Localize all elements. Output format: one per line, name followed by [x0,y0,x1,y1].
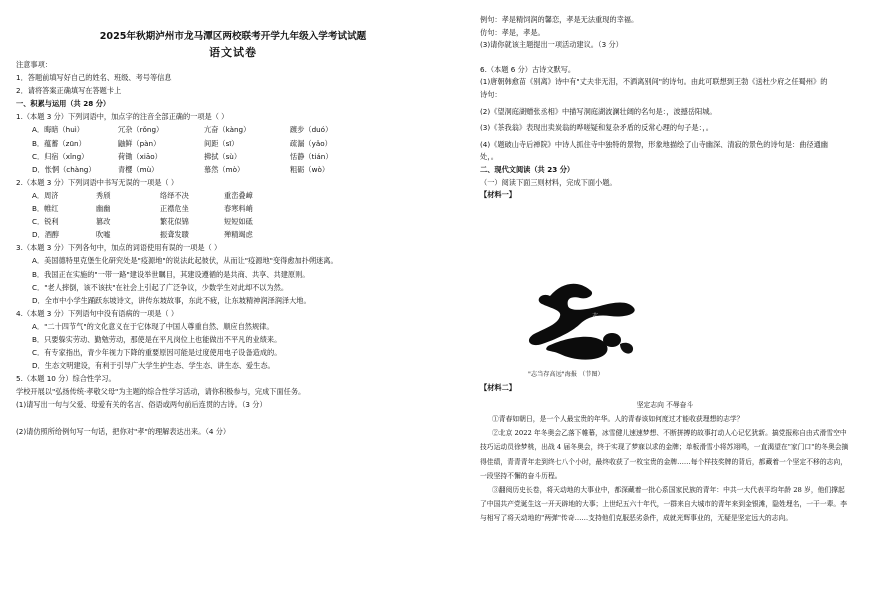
option-line: C．有专家指出，青少年视力下降的重要原因可能是过度使用电子设备造成的。 [32,348,282,358]
essay-paragraph: ②北京 2022 年冬奥会乙落下帷幕，冰雪健儿速速梦想、不断拼搏的故事打动人心记忆犹新。搞党报称自由式滑雪空中技巧运动员徐梦桃，出战 4 届冬奥会，终于实现了梦寐以求的金牌；单板滑雪小将苏翊鸣，一直渴望在"家门口"的冬奥会摘得佳绩，青青青年走到终七八个小时，最终收获了一枚宝贵的金牌……每个样技奖牌的背后，都藏着一个坚定不移的志向，一段坚持不懈的奋斗历程。 [480,429,849,480]
q5-task: (2)请仿照所给例句写一句话，把你对"孝"的理解表达出来。（4 分） [16,426,231,436]
option-line: B．我国正在实施的"一带一路"建设举世瞩目，其建设遵循的是共商、共享、共建原则。 [32,269,310,279]
question-stem: 5.（本题 10 分）综合性学习。 [16,374,116,384]
option-line: B．只要躲实劳动、勤勉劳动，那使是在平凡岗位上也能做出不平凡的业绩来。 [32,334,282,344]
option-row: C．锐利 篡改 繁花似锦 短短如砥 [32,217,253,227]
option-row: C．归宿（xǐng） 荷锄（xiāo） 拂拭（sù） 恬静（tián） [32,151,333,161]
question-stem: 1.（本题 3 分）下列词语中，加点字的注音全部正确的一项是（ ） [16,112,229,122]
option-line: C．"老人摔倒，该不该扶"在社会上引起了广泛争议，少数学生对此却不以为然。 [32,282,289,292]
figure-caption: "志当存高远"海报 （节图） [528,371,604,378]
q5-task: (3)请你就该主题提出一项活动建议。（3 分） [480,40,623,50]
section-heading: 二、现代文阅读（共 23 分） [480,164,575,174]
option-line: A．美国德特里克堡生化研究处是"疫源地"的说法此起彼伏，从而让"疫源地"变得愈加扑朔迷离。 [32,256,338,266]
material-label: 【材料一】 [480,190,516,200]
notice-item: 2．请将答案正确填写在答题卡上 [16,86,122,96]
material-label: 【材料二】 [480,383,516,392]
q6-item: (2)《望洞庭湖赠张丞相》中描写洞庭湖波澜壮阔的名句是：，波撼岳阳城。 [480,106,717,116]
q6-item: (3)《茶我翁》表现出卖炭翁的哗嗟疑和复杂矛盾的反常心理的句子是：，。 [480,123,713,133]
figure-char: 志 [592,313,599,320]
essay-paragraph: ③翻阅历史长卷，将天动地的大事业中，都深藏着一批心系国家民族的青年：中共一大代表平均年龄 28 岁，他们撑起了中国共产党诞生这一开天辟地的大事；上世纪五六十年代，一群来自大城市的青年来到金银滩，隐姓埋名，一干一辈。李与相写了将天动地的"两弹"传奇……支持他们克服恶劣条件，成就光辉事业的，无疑是坚定远大的志向。 [480,486,848,523]
notice-heading: 注意事项： [16,60,52,69]
section-heading: 一、积累与运用（共 28 分） [16,99,111,109]
q5-intro: 学校开展以"弘扬传统·孝敬父母"为主题的综合性学习活动，请你积极参与，完成下面任务。 [16,387,306,397]
exam-title: 2025年秋期泸州市龙马潭区两校联考开学九年级入学考试试题 [99,31,367,42]
option-row: B．帷红 幽幽 正襟危坐 春寒料峭 [32,204,253,214]
q6-item: (4)《题破山寺后禅院》中诗人抓住寺中独特的景物，形象地描绘了山寺幽深、清寂的景色的诗句是：曲径通幽处，。 [480,139,828,162]
option-line: D．全市中小学生踊跃东坡诗文，讲传东坡故事，东此不疲，让东坡精神润泽润泽大地。 [32,295,311,305]
example-line: 仿句：孝是，孝是。 [480,27,545,37]
q6-item: (1)唐朝韩愈苗《别离》诗中有"丈夫非无泪，不洒离别间"的诗句。由此可联想到王勃《送杜少府之任蜀州》的诗句： [480,77,828,99]
essay-body [480,412,850,526]
question-stem: 4.（本题 3 分）下列语句中没有语病的一项是（ ） [16,308,179,318]
essay-paragraph: ①青春如朝日，是一个人最宝贵的年华。人的青春该如何度过才能收获理想的志学？ [492,415,744,423]
option-row: D．酒醇 吹嘘 振聋发聩 殚精竭虑 [32,230,253,240]
calligraphy-poster [520,278,640,362]
essay-title: 坚定志向 不辱奋斗 [636,401,694,409]
option-row: D．怅惘（chàng） 青樱（mù） 慕然（mò） 粗砺（wò） [32,164,330,174]
example-line: 例句：孝是精饲润的馨恋，孝是无法重现的幸福。 [480,15,639,24]
passage-intro: （一）阅读下面三则材料，完成下面小题。 [480,177,617,187]
option-row: A．周济 秀颀 络绎不决 重峦叠嶂 [32,190,253,200]
exam-subtitle: 语文试卷 [209,46,257,59]
option-row: B．蕴蓄（zūn） 鼬鲜（pàn） 间距（sī） 疏漏（yǎo） [32,138,332,148]
question-stem: 6.（本题 6 分）古诗文默写。 [480,64,576,74]
right-column [480,14,832,202]
q5-task: (1)请写出一句与父爱、母爱有关的名言、俗语或两句前后连贯的古诗。（3 分） [16,400,267,410]
option-row: A．晦暗（huì） 冗杂（rǒng） 亢奋（kàng） 踱步（duó） [32,125,333,135]
question-stem: 3.（本题 3 分）下列各句中，加点的词语使用有误的一项是（ ） [16,243,222,253]
option-line: A．"二十四节气"的文化意义在于它体现了中国人尊重自然、顺应自然规律。 [32,321,274,331]
notice-item: 1．答题前填写好自己的姓名、班级、考号等信息 [16,73,172,83]
left-column [16,58,446,438]
question-stem: 2.（本题 3 分）下列词语中书写无误的一项是（ ） [16,177,179,187]
calligraphy-image [520,278,640,362]
option-line: D．生态文明建设，有利于引导广大学生护生态、学生态、讲生态、爱生态。 [32,361,275,371]
